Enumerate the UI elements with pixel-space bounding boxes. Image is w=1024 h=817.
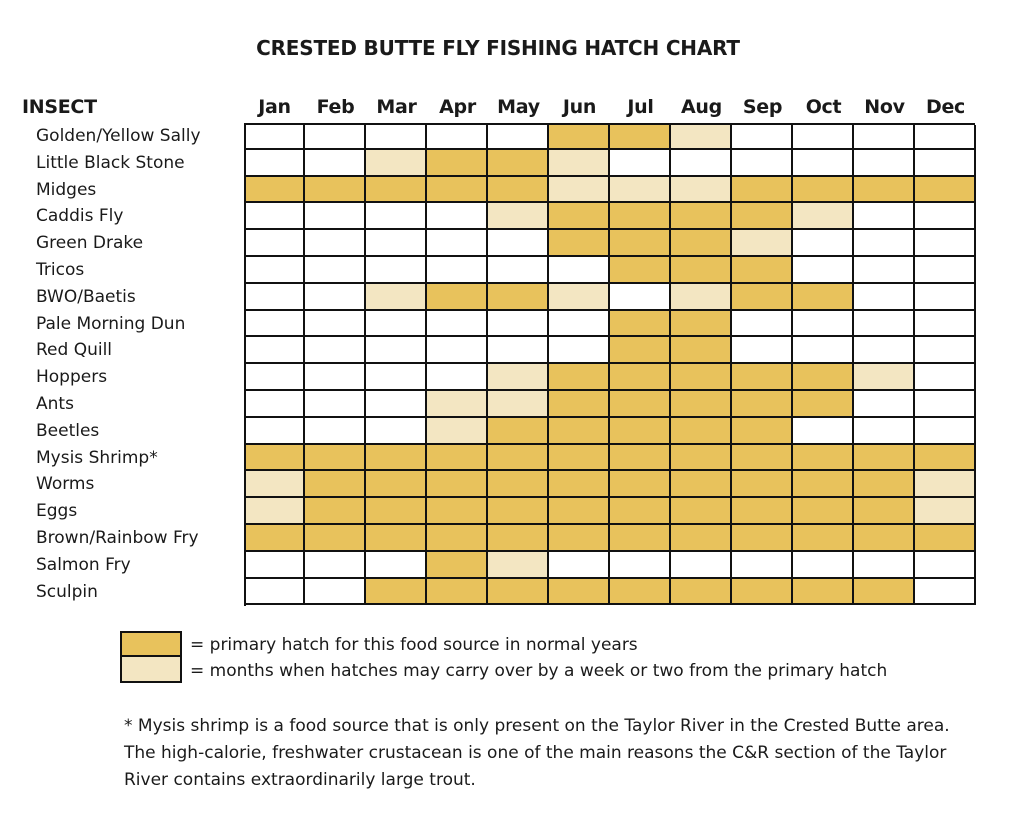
hatch-cell bbox=[246, 257, 305, 284]
month-header-jan: Jan bbox=[258, 96, 291, 118]
hatch-cell bbox=[366, 177, 427, 203]
insect-label: Salmon Fry bbox=[36, 554, 131, 575]
hatch-cell bbox=[915, 445, 976, 471]
hatch-cell bbox=[610, 203, 671, 230]
hatch-cell bbox=[915, 552, 976, 579]
hatch-cell bbox=[246, 230, 305, 257]
hatch-cell bbox=[915, 579, 976, 605]
insect-label: Eggs bbox=[36, 501, 78, 522]
hatch-cell bbox=[488, 418, 549, 445]
hatch-cell bbox=[732, 125, 793, 150]
hatch-cell bbox=[732, 150, 793, 177]
hatch-cell bbox=[610, 498, 671, 525]
hatch-cell bbox=[732, 203, 793, 230]
hatch-cell bbox=[366, 364, 427, 391]
hatch-cell bbox=[427, 311, 488, 337]
hatch-cell bbox=[427, 125, 488, 150]
hatch-cell bbox=[671, 525, 732, 552]
footnote: * Mysis shrimp is a food source that is only present on the Taylor River in the Crested Butte area. The high-calorie, freshwater crustacean is one of the main reasons the C&R section of the Taylor River contains extraordinarily large trout. bbox=[124, 716, 950, 790]
hatch-cell bbox=[732, 391, 793, 418]
hatch-cell bbox=[246, 311, 305, 337]
hatch-cell bbox=[854, 125, 915, 150]
hatch-cell bbox=[246, 445, 305, 471]
insect-label: Red Quill bbox=[36, 340, 113, 361]
hatch-cell bbox=[427, 150, 488, 177]
hatch-cell bbox=[671, 311, 732, 337]
hatch-cell bbox=[427, 579, 488, 605]
hatch-cell bbox=[610, 284, 671, 311]
hatch-cell bbox=[366, 525, 427, 552]
legend-primary-text: = primary hatch for this food source in normal years bbox=[190, 635, 638, 655]
hatch-cell bbox=[488, 579, 549, 605]
month-header-apr: Apr bbox=[439, 96, 476, 118]
hatch-cell bbox=[246, 418, 305, 445]
hatch-cell bbox=[915, 525, 976, 552]
hatch-cell bbox=[671, 391, 732, 418]
hatch-cell bbox=[915, 257, 976, 284]
hatch-cell bbox=[366, 125, 427, 150]
hatch-cell bbox=[854, 525, 915, 552]
hatch-grid bbox=[244, 123, 975, 606]
hatch-cell bbox=[549, 284, 610, 311]
hatch-cell bbox=[305, 284, 366, 311]
insect-label: BWO/Baetis bbox=[36, 286, 136, 307]
hatch-cell bbox=[610, 391, 671, 418]
hatch-cell bbox=[488, 125, 549, 150]
hatch-cell bbox=[793, 391, 854, 418]
hatch-cell bbox=[610, 579, 671, 605]
hatch-cell bbox=[732, 445, 793, 471]
month-header-jul: Jul bbox=[627, 96, 654, 118]
month-header-sep: Sep bbox=[742, 96, 783, 118]
hatch-cell bbox=[915, 498, 976, 525]
hatch-cell bbox=[671, 284, 732, 311]
hatch-cell bbox=[915, 418, 976, 445]
hatch-cell bbox=[610, 311, 671, 337]
hatch-cell bbox=[671, 445, 732, 471]
month-header-jun: Jun bbox=[562, 96, 597, 118]
hatch-cell bbox=[305, 337, 366, 364]
hatch-cell bbox=[854, 311, 915, 337]
hatch-cell bbox=[793, 337, 854, 364]
hatch-cell bbox=[427, 498, 488, 525]
hatch-cell bbox=[427, 203, 488, 230]
hatch-cell bbox=[854, 177, 915, 203]
hatch-cell bbox=[549, 445, 610, 471]
hatch-cell bbox=[610, 445, 671, 471]
hatch-cell bbox=[915, 337, 976, 364]
hatch-cell bbox=[793, 203, 854, 230]
hatch-cell bbox=[915, 203, 976, 230]
hatch-cell bbox=[305, 391, 366, 418]
hatch-cell bbox=[366, 311, 427, 337]
hatch-cell bbox=[732, 284, 793, 311]
hatch-cell bbox=[915, 125, 976, 150]
hatch-cell bbox=[610, 125, 671, 150]
hatch-cell bbox=[427, 364, 488, 391]
hatch-cell bbox=[854, 552, 915, 579]
hatch-cell bbox=[366, 498, 427, 525]
hatch-cell bbox=[793, 257, 854, 284]
hatch-cell bbox=[488, 471, 549, 498]
insect-label: Worms bbox=[36, 474, 95, 495]
hatch-cell bbox=[793, 150, 854, 177]
hatch-cell bbox=[427, 284, 488, 311]
hatch-cell bbox=[610, 471, 671, 498]
hatch-cell bbox=[488, 150, 549, 177]
hatch-cell bbox=[732, 311, 793, 337]
insect-label: Mysis Shrimp* bbox=[36, 447, 158, 468]
month-header-nov: Nov bbox=[864, 96, 905, 118]
month-header-feb: Feb bbox=[316, 96, 355, 118]
hatch-cell bbox=[854, 498, 915, 525]
hatch-cell bbox=[246, 177, 305, 203]
hatch-cell bbox=[305, 498, 366, 525]
hatch-cell bbox=[793, 471, 854, 498]
hatch-cell bbox=[246, 125, 305, 150]
hatch-cell bbox=[915, 364, 976, 391]
hatch-cell bbox=[610, 177, 671, 203]
hatch-cell bbox=[305, 364, 366, 391]
hatch-cell bbox=[915, 177, 976, 203]
hatch-cell bbox=[732, 579, 793, 605]
hatch-cell bbox=[246, 150, 305, 177]
hatch-cell bbox=[488, 337, 549, 364]
hatch-cell bbox=[732, 525, 793, 552]
hatch-cell bbox=[793, 498, 854, 525]
hatch-cell bbox=[732, 418, 793, 445]
hatch-cell bbox=[246, 284, 305, 311]
hatch-cell bbox=[246, 364, 305, 391]
hatch-cell bbox=[305, 125, 366, 150]
hatch-cell bbox=[854, 579, 915, 605]
hatch-cell bbox=[915, 391, 976, 418]
hatch-cell bbox=[854, 445, 915, 471]
hatch-cell bbox=[488, 445, 549, 471]
hatch-cell bbox=[610, 552, 671, 579]
hatch-cell bbox=[671, 230, 732, 257]
hatch-cell bbox=[610, 150, 671, 177]
hatch-cell bbox=[305, 418, 366, 445]
hatch-cell bbox=[488, 230, 549, 257]
hatch-cell bbox=[488, 498, 549, 525]
hatch-cell bbox=[305, 552, 366, 579]
hatch-cell bbox=[854, 284, 915, 311]
hatch-cell bbox=[366, 203, 427, 230]
hatch-cell bbox=[488, 525, 549, 552]
hatch-cell bbox=[854, 230, 915, 257]
hatch-cell bbox=[549, 177, 610, 203]
hatch-cell bbox=[610, 525, 671, 552]
hatch-cell bbox=[366, 230, 427, 257]
hatch-cell bbox=[671, 125, 732, 150]
hatch-cell bbox=[671, 150, 732, 177]
hatch-cell bbox=[671, 498, 732, 525]
hatch-cell bbox=[793, 177, 854, 203]
hatch-cell bbox=[488, 391, 549, 418]
month-header-aug: Aug bbox=[681, 96, 722, 118]
hatch-cell bbox=[305, 203, 366, 230]
hatch-cell bbox=[246, 579, 305, 605]
hatch-cell bbox=[732, 230, 793, 257]
hatch-cell bbox=[305, 150, 366, 177]
insect-label: Golden/Yellow Sally bbox=[36, 126, 201, 146]
insect-label: Beetles bbox=[36, 420, 100, 441]
hatch-cell bbox=[427, 177, 488, 203]
legend-primary-swatch bbox=[120, 631, 182, 657]
hatch-cell bbox=[793, 445, 854, 471]
hatch-cell bbox=[854, 471, 915, 498]
hatch-cell bbox=[427, 445, 488, 471]
hatch-cell bbox=[488, 257, 549, 284]
hatch-cell bbox=[732, 257, 793, 284]
insect-label: Pale Morning Dun bbox=[36, 313, 186, 334]
hatch-cell bbox=[671, 257, 732, 284]
hatch-cell bbox=[610, 257, 671, 284]
hatch-cell bbox=[488, 364, 549, 391]
hatch-cell bbox=[246, 337, 305, 364]
hatch-cell bbox=[305, 177, 366, 203]
insect-label: Caddis Fly bbox=[36, 206, 124, 227]
hatch-cell bbox=[854, 150, 915, 177]
hatch-cell bbox=[610, 337, 671, 364]
insect-label: Little Black Stone bbox=[36, 152, 185, 173]
hatch-cell bbox=[854, 418, 915, 445]
hatch-cell bbox=[549, 230, 610, 257]
insect-column-header: INSECT bbox=[22, 96, 97, 118]
hatch-cell bbox=[671, 203, 732, 230]
hatch-cell bbox=[915, 150, 976, 177]
hatch-cell bbox=[793, 552, 854, 579]
hatch-cell bbox=[305, 579, 366, 605]
hatch-cell bbox=[366, 284, 427, 311]
hatch-cell bbox=[366, 257, 427, 284]
hatch-cell bbox=[549, 257, 610, 284]
hatch-cell bbox=[610, 230, 671, 257]
hatch-cell bbox=[671, 552, 732, 579]
hatch-cell bbox=[366, 445, 427, 471]
hatch-cell bbox=[246, 471, 305, 498]
hatch-cell bbox=[854, 203, 915, 230]
hatch-cell bbox=[488, 552, 549, 579]
insect-label: Green Drake bbox=[36, 233, 144, 254]
hatch-cell bbox=[549, 552, 610, 579]
hatch-cell bbox=[427, 337, 488, 364]
insect-label: Midges bbox=[36, 179, 97, 200]
hatch-cell bbox=[549, 498, 610, 525]
hatch-cell bbox=[915, 471, 976, 498]
hatch-cell bbox=[671, 579, 732, 605]
hatch-cell bbox=[732, 364, 793, 391]
hatch-cell bbox=[793, 579, 854, 605]
hatch-cell bbox=[549, 418, 610, 445]
hatch-cell bbox=[671, 177, 732, 203]
hatch-cell bbox=[915, 230, 976, 257]
hatch-cell bbox=[610, 418, 671, 445]
hatch-cell bbox=[549, 525, 610, 552]
insect-label: Ants bbox=[36, 394, 74, 414]
hatch-cell bbox=[549, 203, 610, 230]
legend-secondary-text: = months when hatches may carry over by a week or two from the primary hatch bbox=[190, 661, 888, 681]
hatch-cell bbox=[305, 525, 366, 552]
hatch-cell bbox=[793, 311, 854, 337]
month-header-oct: Oct bbox=[805, 96, 842, 118]
hatch-cell bbox=[366, 418, 427, 445]
hatch-cell bbox=[366, 579, 427, 605]
hatch-cell bbox=[854, 257, 915, 284]
hatch-cell bbox=[793, 364, 854, 391]
hatch-cell bbox=[366, 391, 427, 418]
hatch-cell bbox=[488, 311, 549, 337]
hatch-cell bbox=[854, 391, 915, 418]
hatch-cell bbox=[549, 150, 610, 177]
hatch-cell bbox=[732, 177, 793, 203]
hatch-cell bbox=[549, 337, 610, 364]
hatch-cell bbox=[427, 471, 488, 498]
hatch-cell bbox=[305, 471, 366, 498]
hatch-cell bbox=[732, 552, 793, 579]
hatch-cell bbox=[427, 230, 488, 257]
hatch-cell bbox=[427, 391, 488, 418]
insect-label: Sculpin bbox=[36, 581, 98, 602]
insect-label: Tricos bbox=[36, 260, 85, 280]
hatch-cell bbox=[793, 230, 854, 257]
hatch-cell bbox=[305, 311, 366, 337]
month-header-dec: Dec bbox=[925, 96, 966, 118]
hatch-cell bbox=[366, 471, 427, 498]
hatch-cell bbox=[671, 418, 732, 445]
hatch-cell bbox=[246, 203, 305, 230]
hatch-cell bbox=[732, 471, 793, 498]
hatch-cell bbox=[366, 337, 427, 364]
hatch-cell bbox=[305, 230, 366, 257]
hatch-cell bbox=[793, 125, 854, 150]
hatch-cell bbox=[915, 311, 976, 337]
hatch-cell bbox=[366, 150, 427, 177]
hatch-cell bbox=[549, 125, 610, 150]
hatch-cell bbox=[549, 364, 610, 391]
hatch-cell bbox=[549, 471, 610, 498]
hatch-cell bbox=[427, 418, 488, 445]
hatch-cell bbox=[305, 445, 366, 471]
hatch-cell bbox=[427, 525, 488, 552]
hatch-cell bbox=[427, 552, 488, 579]
hatch-cell bbox=[246, 525, 305, 552]
hatch-cell bbox=[671, 337, 732, 364]
hatch-cell bbox=[732, 498, 793, 525]
hatch-cell bbox=[671, 471, 732, 498]
chart-title: CRESTED BUTTE FLY FISHING HATCH CHART bbox=[256, 36, 740, 60]
hatch-cell bbox=[854, 337, 915, 364]
hatch-cell bbox=[488, 203, 549, 230]
hatch-cell bbox=[793, 525, 854, 552]
insect-label: Brown/Rainbow Fry bbox=[36, 528, 199, 548]
hatch-cell bbox=[610, 364, 671, 391]
hatch-cell bbox=[915, 284, 976, 311]
hatch-cell bbox=[427, 257, 488, 284]
month-header-mar: Mar bbox=[376, 96, 417, 118]
hatch-cell bbox=[793, 418, 854, 445]
hatch-cell bbox=[854, 364, 915, 391]
hatch-cell bbox=[366, 552, 427, 579]
hatch-cell bbox=[246, 498, 305, 525]
hatch-cell bbox=[246, 391, 305, 418]
legend-secondary-swatch bbox=[120, 657, 182, 683]
insect-label: Hoppers bbox=[36, 367, 108, 388]
hatch-cell bbox=[549, 391, 610, 418]
hatch-cell bbox=[305, 257, 366, 284]
hatch-cell bbox=[549, 311, 610, 337]
month-header-may: May bbox=[497, 96, 540, 118]
hatch-cell bbox=[793, 284, 854, 311]
hatch-cell bbox=[549, 579, 610, 605]
hatch-cell bbox=[488, 284, 549, 311]
hatch-cell bbox=[732, 337, 793, 364]
hatch-cell bbox=[488, 177, 549, 203]
hatch-cell bbox=[671, 364, 732, 391]
hatch-cell bbox=[246, 552, 305, 579]
